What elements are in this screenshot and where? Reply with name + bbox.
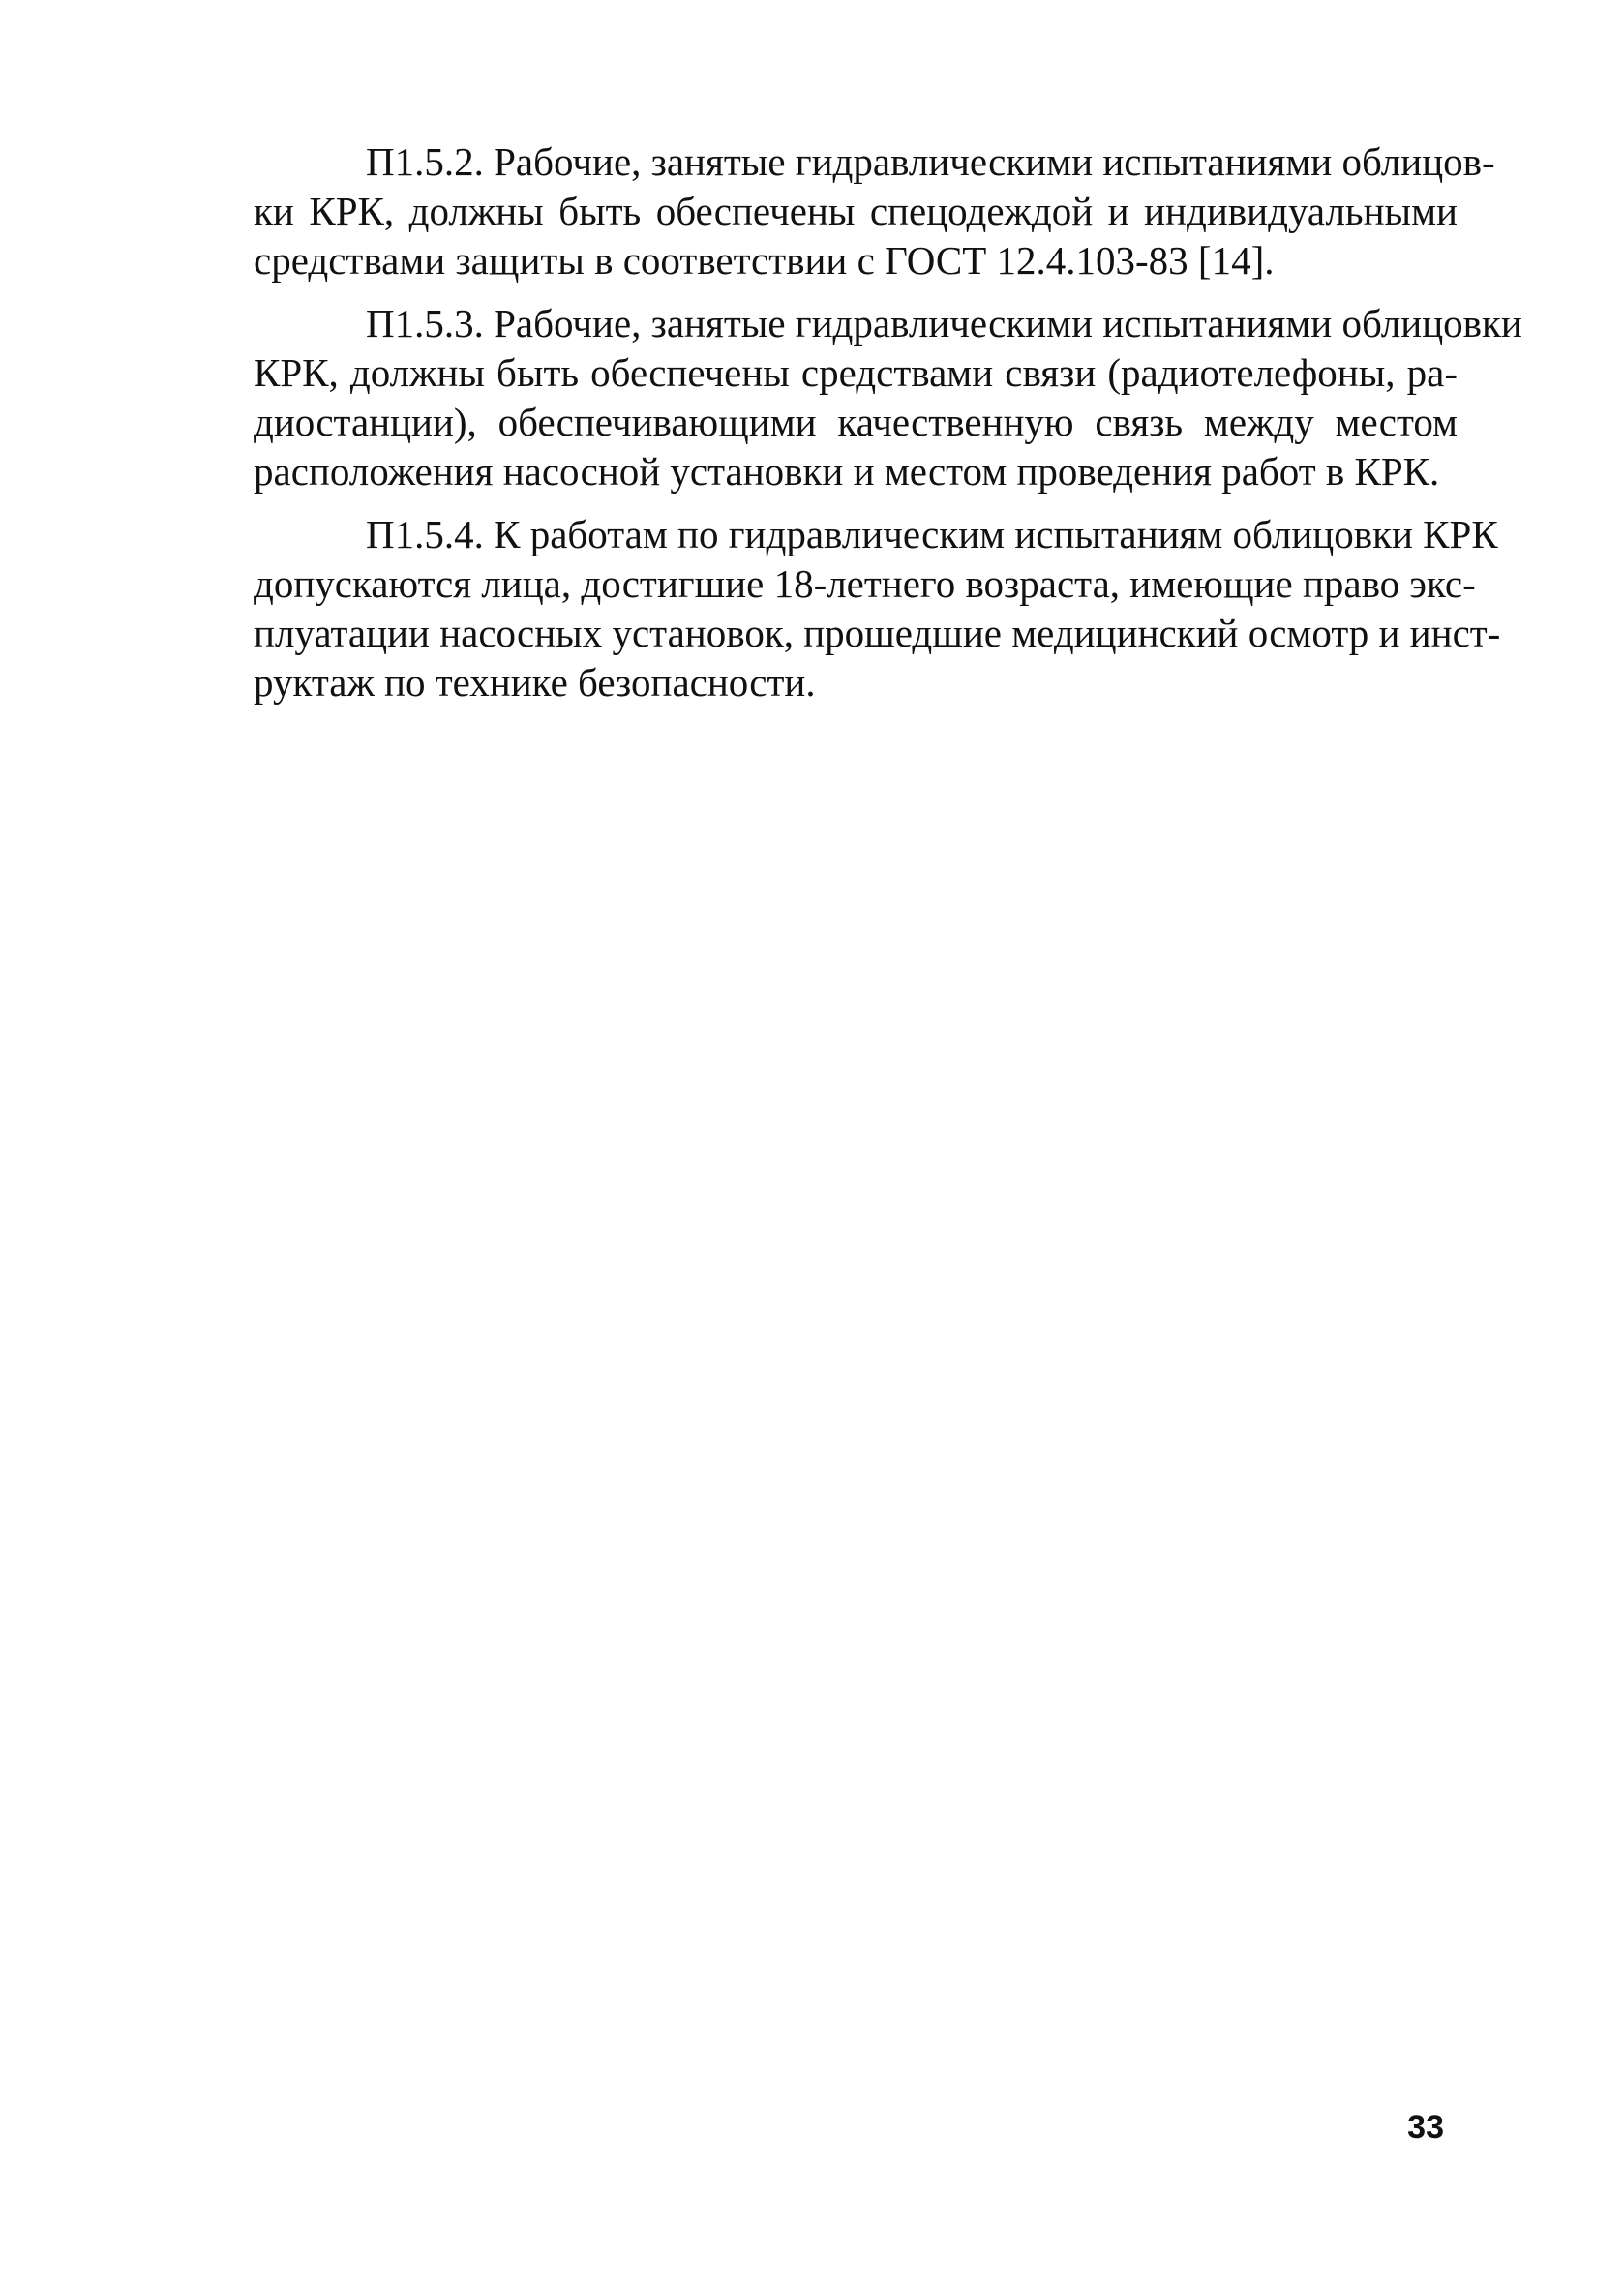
text-line: расположения насосной установки и местом проведения работ в КРК.	[254, 449, 1440, 494]
text-line: П1.5.4. К работам по гидравлическим испытаниям облицовки КРК	[366, 512, 1498, 556]
text-line: П1.5.2. Рабочие, занятые гидравлическими испытаниями облицов-	[366, 139, 1495, 184]
paragraph-p1-5-3	[141, 299, 1522, 496]
text-line: П1.5.3. Рабочие, занятые гидравлическими испытаниями облицовки	[366, 301, 1522, 346]
text-line: средствами защиты в соответствии с ГОСТ 12.4.103-83 [14].	[254, 238, 1275, 283]
text-line: руктаж по технике безопасности.	[254, 660, 816, 705]
text-line: КРК, должны быть обеспечены средствами связи (радиотелефоны, ра-	[254, 350, 1458, 395]
text-line: плуатации насосных установок, прошедшие медицинский осмотр и инст-	[254, 611, 1501, 655]
body-text	[141, 137, 1522, 721]
page-number: 33	[1407, 2109, 1444, 2146]
text-line: диостанции), обеспечивающими качественную связь между местом	[254, 400, 1458, 444]
text-line: ки КРК, должны быть обеспечены спецодеждой и индивидуальными	[254, 189, 1458, 233]
paragraph-p1-5-2	[141, 137, 1495, 286]
paragraph-p1-5-4	[141, 510, 1501, 707]
text-line: допускаются лица, достигшие 18-летнего возраста, имеющие право экс-	[254, 561, 1476, 606]
